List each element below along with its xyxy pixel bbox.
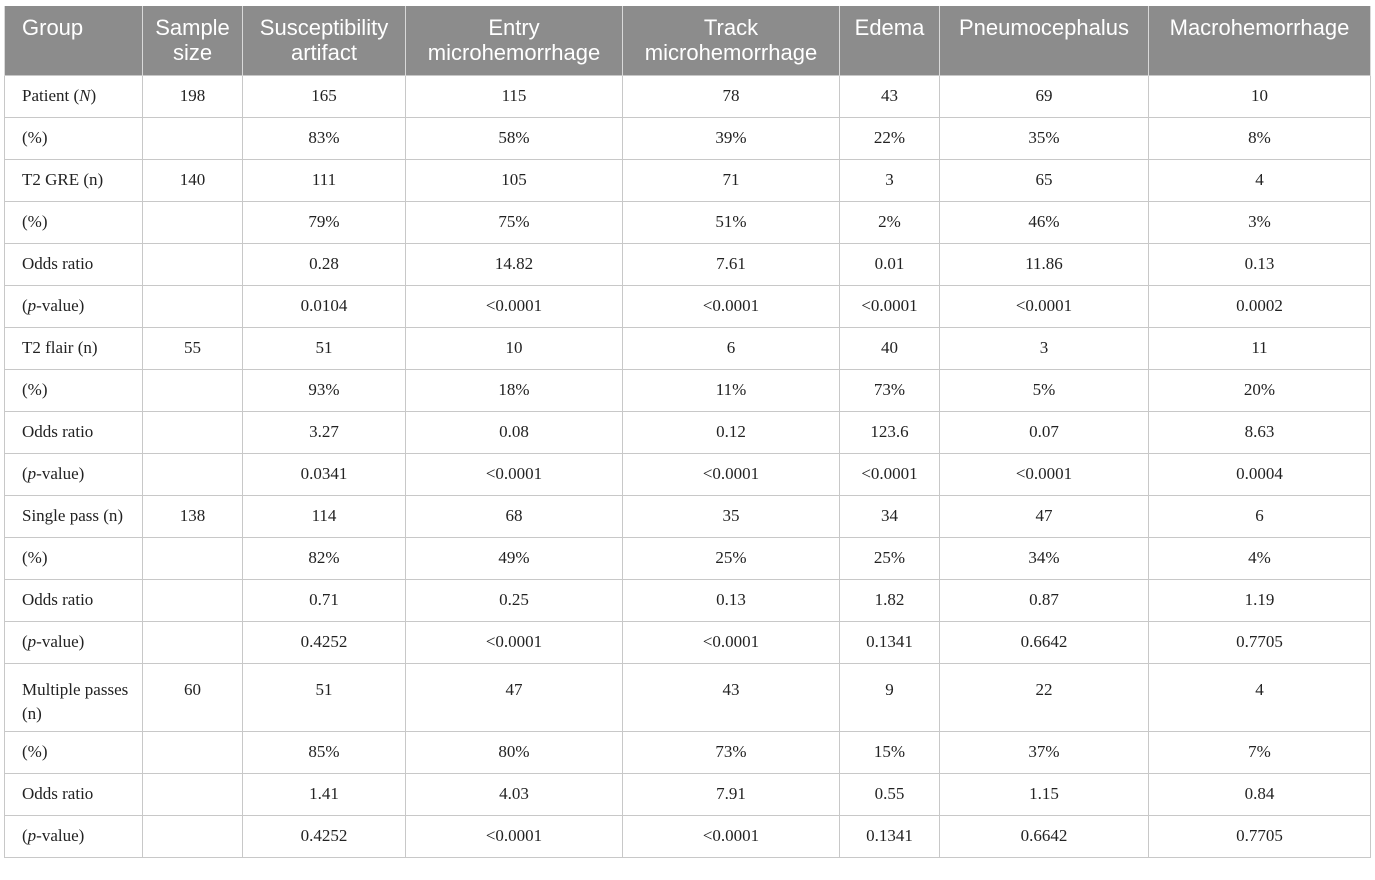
cell-sample-size: 60: [143, 663, 243, 731]
cell-entry-microhemorrhage: 18%: [406, 369, 623, 411]
table-row: [5, 75, 1371, 117]
cell-susceptibility-artifact: 0.28: [243, 243, 406, 285]
cell-entry-microhemorrhage: 80%: [406, 731, 623, 773]
cell-sample-size: 138: [143, 495, 243, 537]
cell-macrohemorrhage: 3%: [1149, 201, 1371, 243]
cell-edema: 123.6: [840, 411, 940, 453]
cell-entry-microhemorrhage: 0.25: [406, 579, 623, 621]
cell-susceptibility-artifact: 82%: [243, 537, 406, 579]
cell-macrohemorrhage: 8%: [1149, 117, 1371, 159]
cell-entry-microhemorrhage: 14.82: [406, 243, 623, 285]
table-row: [5, 243, 1371, 285]
cell-edema: 0.1341: [840, 815, 940, 857]
cell-entry-microhemorrhage: <0.0001: [406, 621, 623, 663]
column-header-track-microhemorrhage: [623, 6, 840, 75]
cell-entry-microhemorrhage: 4.03: [406, 773, 623, 815]
table-row: [5, 411, 1371, 453]
cell-sample-size: [143, 411, 243, 453]
cell-group-label: T2 GRE (n): [5, 159, 143, 201]
cell-macrohemorrhage: 11: [1149, 327, 1371, 369]
cell-pneumocephalus: 47: [940, 495, 1149, 537]
cell-group-label: Odds ratio: [5, 773, 143, 815]
cell-track-microhemorrhage: 7.91: [623, 773, 840, 815]
cell-edema: 0.1341: [840, 621, 940, 663]
cell-macrohemorrhage: 4%: [1149, 537, 1371, 579]
cell-susceptibility-artifact: 0.71: [243, 579, 406, 621]
cell-track-microhemorrhage: 6: [623, 327, 840, 369]
cell-entry-microhemorrhage: 105: [406, 159, 623, 201]
table-row: [5, 327, 1371, 369]
cell-susceptibility-artifact: 0.4252: [243, 815, 406, 857]
column-header-edema: [840, 6, 940, 75]
cell-susceptibility-artifact: 111: [243, 159, 406, 201]
table-row: [5, 495, 1371, 537]
table-body: [5, 75, 1371, 857]
cell-edema: 15%: [840, 731, 940, 773]
cell-edema: 0.01: [840, 243, 940, 285]
cell-pneumocephalus: 69: [940, 75, 1149, 117]
cell-track-microhemorrhage: 11%: [623, 369, 840, 411]
cell-group-label: (p-value): [5, 453, 143, 495]
cell-susceptibility-artifact: 93%: [243, 369, 406, 411]
cell-macrohemorrhage: 7%: [1149, 731, 1371, 773]
results-table: [4, 6, 1371, 858]
cell-entry-microhemorrhage: <0.0001: [406, 815, 623, 857]
cell-track-microhemorrhage: 35: [623, 495, 840, 537]
table-row: [5, 773, 1371, 815]
cell-group-label: Odds ratio: [5, 243, 143, 285]
cell-group-label: Multiple passes (n): [5, 663, 143, 731]
column-header-text: artifact: [290, 40, 358, 65]
cell-edema: 40: [840, 327, 940, 369]
cell-entry-microhemorrhage: 10: [406, 327, 623, 369]
cell-track-microhemorrhage: 73%: [623, 731, 840, 773]
cell-sample-size: 140: [143, 159, 243, 201]
cell-entry-microhemorrhage: 49%: [406, 537, 623, 579]
cell-group-label: (p-value): [5, 285, 143, 327]
cell-track-microhemorrhage: 39%: [623, 117, 840, 159]
cell-track-microhemorrhage: <0.0001: [623, 285, 840, 327]
cell-group-label: (%): [5, 117, 143, 159]
cell-pneumocephalus: <0.0001: [940, 285, 1149, 327]
cell-pneumocephalus: 5%: [940, 369, 1149, 411]
cell-entry-microhemorrhage: 115: [406, 75, 623, 117]
cell-entry-microhemorrhage: <0.0001: [406, 285, 623, 327]
cell-sample-size: [143, 453, 243, 495]
cell-sample-size: [143, 537, 243, 579]
cell-sample-size: [143, 621, 243, 663]
cell-sample-size: [143, 285, 243, 327]
cell-pneumocephalus: 0.07: [940, 411, 1149, 453]
cell-pneumocephalus: 0.87: [940, 579, 1149, 621]
cell-macrohemorrhage: 0.7705: [1149, 815, 1371, 857]
cell-edema: 2%: [840, 201, 940, 243]
cell-macrohemorrhage: 4: [1149, 159, 1371, 201]
cell-edema: 0.55: [840, 773, 940, 815]
cell-sample-size: [143, 731, 243, 773]
column-header-text: microhemorrhage: [644, 40, 818, 65]
table-row: [5, 117, 1371, 159]
cell-edema: 22%: [840, 117, 940, 159]
cell-track-microhemorrhage: <0.0001: [623, 815, 840, 857]
cell-sample-size: [143, 117, 243, 159]
column-header-text: Edema: [854, 15, 925, 40]
cell-group-label: (p-value): [5, 815, 143, 857]
cell-sample-size: [143, 369, 243, 411]
cell-sample-size: 55: [143, 327, 243, 369]
cell-pneumocephalus: 0.6642: [940, 815, 1149, 857]
cell-pneumocephalus: 35%: [940, 117, 1149, 159]
cell-track-microhemorrhage: <0.0001: [623, 621, 840, 663]
cell-macrohemorrhage: 0.13: [1149, 243, 1371, 285]
column-header-text: size: [172, 40, 213, 65]
cell-macrohemorrhage: 0.0002: [1149, 285, 1371, 327]
cell-edema: 9: [840, 663, 940, 731]
cell-track-microhemorrhage: 7.61: [623, 243, 840, 285]
cell-group-label: (%): [5, 731, 143, 773]
column-header-text: Entry: [488, 15, 540, 40]
cell-sample-size: [143, 773, 243, 815]
cell-track-microhemorrhage: 25%: [623, 537, 840, 579]
cell-macrohemorrhage: 6: [1149, 495, 1371, 537]
table-row: [5, 537, 1371, 579]
cell-susceptibility-artifact: 3.27: [243, 411, 406, 453]
cell-pneumocephalus: 37%: [940, 731, 1149, 773]
cell-susceptibility-artifact: 51: [243, 663, 406, 731]
column-header-macrohemorrhage: [1149, 6, 1371, 75]
cell-group-label: Odds ratio: [5, 411, 143, 453]
cell-group-label: T2 flair (n): [5, 327, 143, 369]
cell-susceptibility-artifact: 165: [243, 75, 406, 117]
column-header-pneumocephalus: [940, 6, 1149, 75]
column-header-entry-microhemorrhage: [406, 6, 623, 75]
cell-macrohemorrhage: 1.19: [1149, 579, 1371, 621]
cell-pneumocephalus: 0.6642: [940, 621, 1149, 663]
column-header-text: Track: [703, 15, 759, 40]
cell-pneumocephalus: 11.86: [940, 243, 1149, 285]
cell-susceptibility-artifact: 79%: [243, 201, 406, 243]
cell-susceptibility-artifact: 51: [243, 327, 406, 369]
column-header-text: Pneumocephalus: [958, 15, 1129, 40]
table-header: [5, 6, 1371, 75]
table-row: [5, 731, 1371, 773]
column-header-text: Susceptibility: [259, 15, 389, 40]
table-row: [5, 369, 1371, 411]
cell-macrohemorrhage: 20%: [1149, 369, 1371, 411]
column-header-text: Macrohemorrhage: [1169, 15, 1350, 40]
table-row: [5, 815, 1371, 857]
cell-track-microhemorrhage: 51%: [623, 201, 840, 243]
cell-edema: 43: [840, 75, 940, 117]
cell-edema: 1.82: [840, 579, 940, 621]
cell-entry-microhemorrhage: 58%: [406, 117, 623, 159]
cell-macrohemorrhage: 8.63: [1149, 411, 1371, 453]
table-row: [5, 285, 1371, 327]
cell-susceptibility-artifact: 0.4252: [243, 621, 406, 663]
cell-group-label: (%): [5, 537, 143, 579]
cell-entry-microhemorrhage: 75%: [406, 201, 623, 243]
cell-pneumocephalus: 3: [940, 327, 1149, 369]
cell-track-microhemorrhage: <0.0001: [623, 453, 840, 495]
cell-edema: <0.0001: [840, 453, 940, 495]
table-row: [5, 621, 1371, 663]
cell-sample-size: [143, 243, 243, 285]
column-header-text: Sample: [155, 15, 230, 40]
column-header-sample-size: [143, 6, 243, 75]
column-header-text: microhemorrhage: [427, 40, 601, 65]
cell-macrohemorrhage: 0.0004: [1149, 453, 1371, 495]
cell-track-microhemorrhage: 0.12: [623, 411, 840, 453]
cell-group-label: Patient (N): [5, 75, 143, 117]
cell-track-microhemorrhage: 0.13: [623, 579, 840, 621]
table-row: [5, 453, 1371, 495]
cell-susceptibility-artifact: 1.41: [243, 773, 406, 815]
cell-track-microhemorrhage: 78: [623, 75, 840, 117]
cell-entry-microhemorrhage: 68: [406, 495, 623, 537]
cell-sample-size: [143, 201, 243, 243]
cell-macrohemorrhage: 4: [1149, 663, 1371, 731]
cell-macrohemorrhage: 0.7705: [1149, 621, 1371, 663]
cell-pneumocephalus: <0.0001: [940, 453, 1149, 495]
cell-entry-microhemorrhage: 47: [406, 663, 623, 731]
table-row: [5, 201, 1371, 243]
cell-group-label: (%): [5, 369, 143, 411]
cell-susceptibility-artifact: 0.0341: [243, 453, 406, 495]
cell-susceptibility-artifact: 114: [243, 495, 406, 537]
cell-track-microhemorrhage: 43: [623, 663, 840, 731]
cell-sample-size: [143, 579, 243, 621]
cell-pneumocephalus: 34%: [940, 537, 1149, 579]
cell-group-label: Single pass (n): [5, 495, 143, 537]
cell-edema: <0.0001: [840, 285, 940, 327]
cell-pneumocephalus: 1.15: [940, 773, 1149, 815]
cell-group-label: (p-value): [5, 621, 143, 663]
cell-pneumocephalus: 65: [940, 159, 1149, 201]
column-header-group: [5, 6, 143, 75]
column-header-text: Group: [22, 15, 84, 40]
cell-pneumocephalus: 46%: [940, 201, 1149, 243]
cell-susceptibility-artifact: 83%: [243, 117, 406, 159]
cell-group-label: (%): [5, 201, 143, 243]
cell-macrohemorrhage: 0.84: [1149, 773, 1371, 815]
cell-sample-size: 198: [143, 75, 243, 117]
cell-entry-microhemorrhage: <0.0001: [406, 453, 623, 495]
table-row: [5, 159, 1371, 201]
table-row: [5, 579, 1371, 621]
cell-group-label: Odds ratio: [5, 579, 143, 621]
cell-edema: 25%: [840, 537, 940, 579]
cell-track-microhemorrhage: 71: [623, 159, 840, 201]
cell-edema: 3: [840, 159, 940, 201]
cell-susceptibility-artifact: 85%: [243, 731, 406, 773]
cell-edema: 34: [840, 495, 940, 537]
cell-pneumocephalus: 22: [940, 663, 1149, 731]
cell-edema: 73%: [840, 369, 940, 411]
table-row: [5, 663, 1371, 731]
header-row: [5, 6, 1371, 75]
cell-entry-microhemorrhage: 0.08: [406, 411, 623, 453]
cell-macrohemorrhage: 10: [1149, 75, 1371, 117]
cell-susceptibility-artifact: 0.0104: [243, 285, 406, 327]
cell-sample-size: [143, 815, 243, 857]
column-header-susceptibility-artifact: [243, 6, 406, 75]
